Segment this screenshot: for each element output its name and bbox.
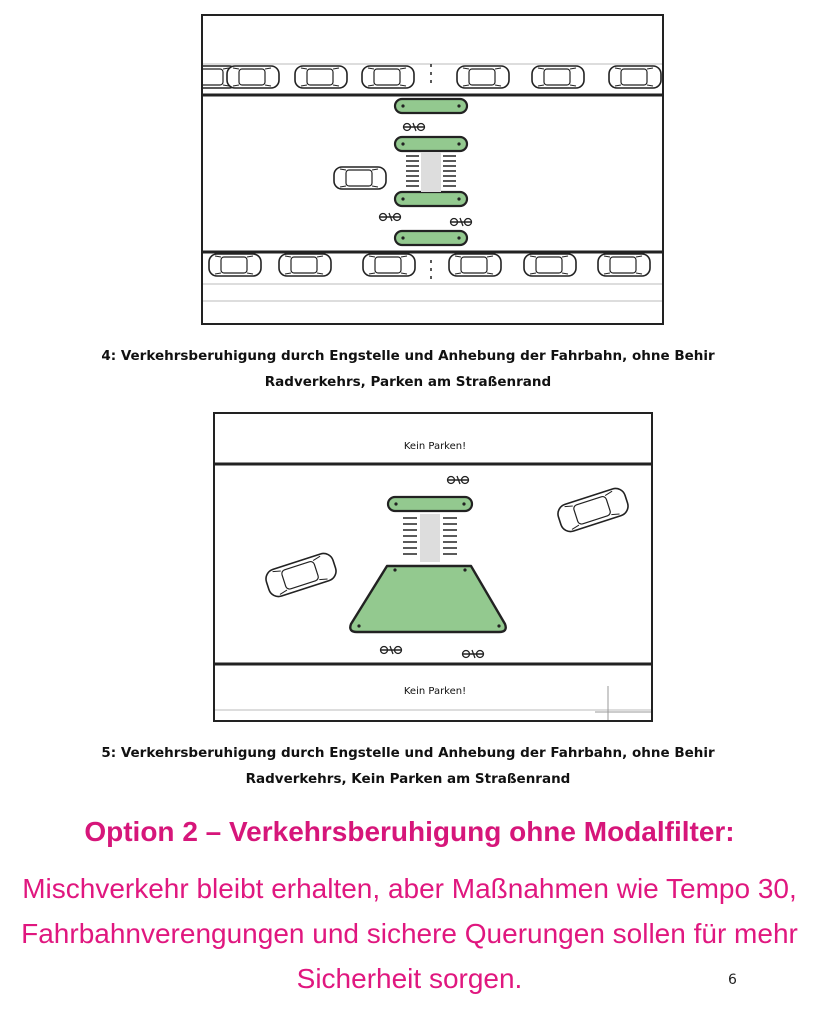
traffic-island-icon — [395, 231, 467, 245]
traffic-island-icon — [350, 566, 506, 632]
car-icon — [279, 254, 331, 276]
traffic-island-icon — [388, 497, 472, 511]
bicycle-icon — [447, 476, 469, 484]
caption-line: Radverkehrs, Kein Parken am Straßenrand — [245, 771, 571, 787]
figure-4-caption — [78, 343, 738, 395]
car-icon — [363, 254, 415, 276]
page-number: 6 — [728, 972, 737, 988]
figure-5-caption — [78, 740, 738, 792]
car-icon — [598, 254, 650, 276]
caption-line: 5: Verkehrsberuhigung durch Engstelle und Anhebung der Fahrbahn, ohne Behir — [101, 745, 715, 761]
car-icon — [449, 254, 501, 276]
car-icon — [227, 66, 279, 88]
traffic-island-icon — [395, 99, 467, 113]
car-icon — [263, 551, 338, 599]
car-icon — [532, 66, 584, 88]
figure-4-svg — [203, 16, 664, 325]
bicycle-icon — [403, 123, 425, 131]
car-icon — [555, 486, 630, 534]
caption-line: Radverkehrs, Parken am Straßenrand — [264, 374, 552, 390]
crosswalk-icon — [403, 514, 457, 562]
figure-4-diagram — [201, 14, 664, 325]
car-icon — [524, 254, 576, 276]
car-icon — [295, 66, 347, 88]
caption-line: 4: Verkehrsberuhigung durch Engstelle und Anhebung der Fahrbahn, ohne Behir — [101, 348, 715, 364]
traffic-island-icon — [395, 137, 467, 151]
figure-5-diagram — [213, 412, 653, 722]
car-icon — [609, 66, 661, 88]
option-body: Mischverkehr bleibt erhalten, aber Maßnahmen wie Tempo 30, Fahrbahnverengungen und sichere Querungen sollen für mehr Sicherheit sorgen. — [21, 873, 798, 994]
car-icon — [457, 66, 509, 88]
traffic-island-icon — [395, 192, 467, 206]
no-parking-sign-bottom: Kein Parken! — [403, 686, 467, 697]
car-icon — [209, 254, 261, 276]
bicycle-icon — [450, 218, 472, 226]
car-icon — [334, 167, 386, 189]
figure-5-svg — [215, 414, 653, 722]
option-heading: Option 2 – Verkehrsberuhigung ohne Modalfilter: — [84, 816, 735, 847]
bicycle-icon — [379, 213, 401, 221]
no-parking-sign-top: Kein Parken! — [403, 441, 467, 452]
car-icon — [362, 66, 414, 88]
bicycle-icon — [462, 650, 484, 658]
bicycle-icon — [380, 646, 402, 654]
crosswalk-icon — [406, 152, 456, 192]
